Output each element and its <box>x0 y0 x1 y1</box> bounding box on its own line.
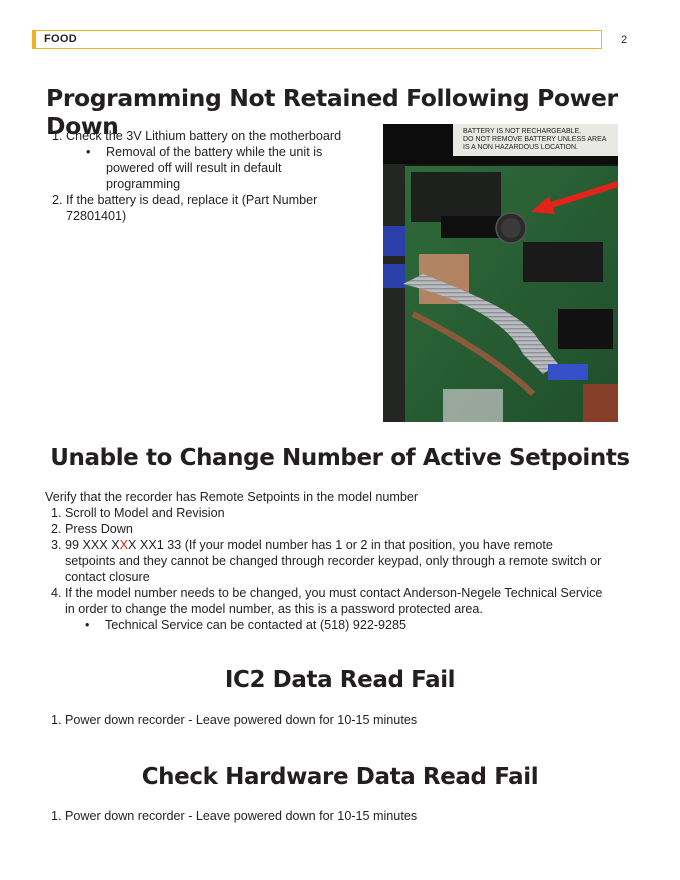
setpoints-steps <box>45 489 605 633</box>
sub-list-item: • Removal of the battery while the unit is powered off will result in default programming <box>106 144 336 192</box>
list-item: 2. Press Down <box>65 521 605 537</box>
section-title-programming: Programming Not Retained Following Power Down <box>46 84 618 140</box>
motherboard-battery-photo <box>383 124 618 422</box>
section-title-ic2: IC2 Data Read Fail <box>224 667 456 693</box>
list-item-text: If the battery is dead, replace it (Part Number 72801401) <box>66 193 318 223</box>
programming-steps <box>46 128 371 224</box>
list-item-text: If the model number needs to be changed, you must contact Anderson-Negele Technical Service in order to change the model number, as this is a password protected area. <box>65 586 603 616</box>
sub-list-item: • Technical Service can be contacted at (518) 922-9285 <box>105 617 605 633</box>
ic2-steps <box>45 712 605 728</box>
list-item <box>66 128 371 192</box>
model-number-prefix: 99 XXX X <box>65 538 120 552</box>
section-title-setpoints: Unable to Change Number of Active Setpoints <box>50 445 630 471</box>
section-title-hardware: Check Hardware Data Read Fail <box>141 764 539 790</box>
list-item <box>65 585 605 633</box>
list-item <box>66 192 371 224</box>
model-number-suffix: X XX1 33 (If your model number has 1 or 2 in that position, you have remote setpoints and they cannot be changed through recorder keypad, only through a remote switch or contact closure <box>65 538 602 584</box>
list-item-text: Check the 3V Lithium battery on the motherboard <box>66 129 342 143</box>
photo-label-line1: BATTERY IS NOT RECHARGEABLE. <box>463 128 582 135</box>
section-header-bar <box>32 30 602 49</box>
section-label: FOOD <box>44 33 77 45</box>
setpoints-intro: Verify that the recorder has Remote Setpoints in the model number <box>45 490 419 504</box>
photo-label-line3: IS A NON HAZARDOUS LOCATION. <box>463 144 579 151</box>
hardware-steps <box>45 808 605 824</box>
list-item: 1. Power down recorder - Leave powered down for 10-15 minutes <box>65 712 605 728</box>
model-number-highlight: X <box>119 538 129 552</box>
list-item: 1. Scroll to Model and Revision <box>65 505 605 521</box>
list-item: 1. Power down recorder - Leave powered down for 10-15 minutes <box>65 808 605 824</box>
list-item <box>65 537 605 585</box>
photo-label-line2: DO NOT REMOVE BATTERY UNLESS AREA <box>463 136 607 143</box>
page-number: 2 <box>621 34 628 46</box>
